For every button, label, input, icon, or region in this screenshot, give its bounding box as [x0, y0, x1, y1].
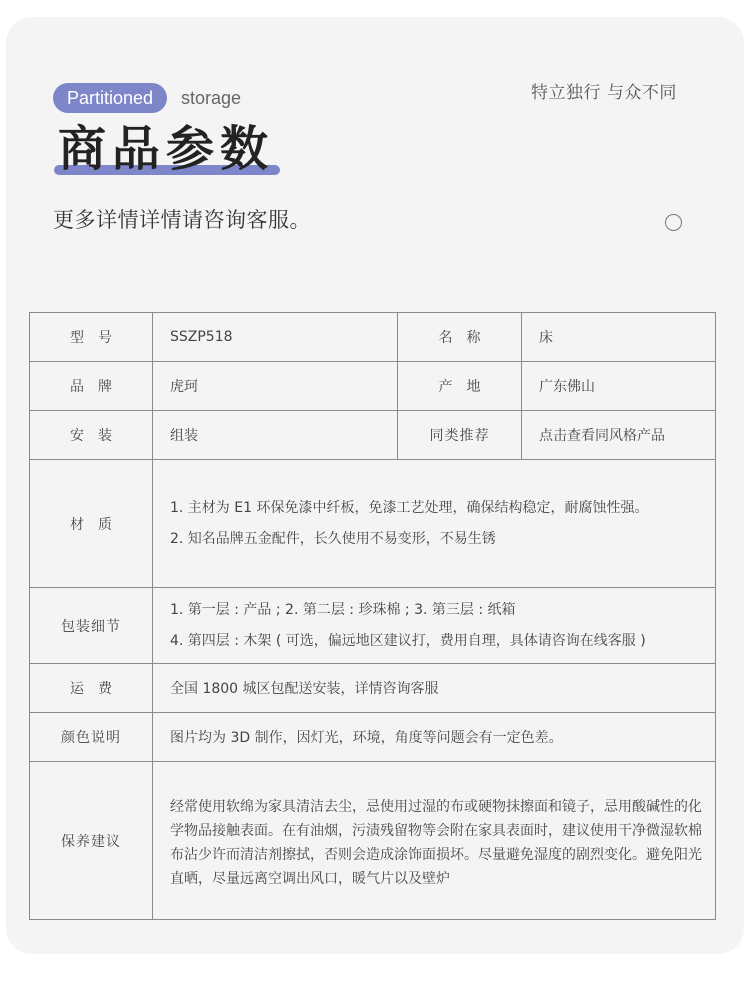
table-row — [30, 713, 716, 762]
packing-line-1: 1. 第一层 : 产品 ; 2. 第二层 : 珍珠棉 ; 3. 第三层 : 纸箱 — [170, 601, 516, 618]
circle-icon — [665, 214, 682, 231]
slogan: 特立独行 与众不同 — [531, 83, 677, 103]
install-value: 组装 — [153, 411, 398, 460]
packing-label: 包装细节 — [30, 588, 153, 664]
subtitle-english: storage — [181, 88, 242, 108]
table-row — [30, 460, 716, 588]
care-value: 经常使用软绵为家具清洁去尘，忌使用过湿的布或硬物抹擦面和镜子，忌用酸碱性的化学物品接触表面。在有油烟，污渍残留物等会附在家具表面时，建议使用干净微湿软棉布沾少许而清洁剂擦拭，否则会造成涂饰面损坏。尽量避免湿度的剧烈变化。避免阳光直晒，尽量远离空调出风口，暖气片以及壁炉 — [153, 762, 716, 920]
shipping-label: 运费 — [30, 664, 153, 713]
similar-products-link[interactable]: 点击查看同风格产品 — [522, 411, 716, 460]
brand-label: 品牌 — [30, 362, 153, 411]
name-label: 名称 — [398, 313, 522, 362]
consult-text: 更多详情详情请咨询客服。 — [53, 208, 311, 232]
color-value: 图片均为 3D 制作，因灯光，环境，角度等问题会有一定色差。 — [153, 713, 716, 762]
care-label: 保养建议 — [30, 762, 153, 920]
material-label: 材质 — [30, 460, 153, 588]
params-table — [29, 312, 716, 920]
packing-line-2: 4. 第四层 : 木架 ( 可选，偏远地区建议打，费用自理，具体请咨询在线客服 ) — [170, 632, 646, 649]
category-badge: Partitioned — [53, 83, 167, 113]
table-row — [30, 411, 716, 460]
page-title: 商品参数 — [58, 121, 275, 177]
material-line-2: 2. 知名品牌五金配件，长久使用不易变形，不易生锈 — [170, 530, 496, 547]
color-label: 颜色说明 — [30, 713, 153, 762]
table-row — [30, 313, 716, 362]
model-value: SSZP518 — [153, 313, 398, 362]
name-value: 床 — [522, 313, 716, 362]
origin-value: 广东佛山 — [522, 362, 716, 411]
shipping-value: 全国 1800 城区包配送安装，详情咨询客服 — [153, 664, 716, 713]
origin-label: 产地 — [398, 362, 522, 411]
material-value — [153, 460, 716, 588]
material-line-1: 1. 主材为 E1 环保免漆中纤板，免漆工艺处理，确保结构稳定，耐腐蚀性强。 — [170, 499, 649, 516]
packing-value — [153, 588, 716, 664]
table-row — [30, 588, 716, 664]
table-row — [30, 362, 716, 411]
table-row — [30, 762, 716, 920]
install-label: 安装 — [30, 411, 153, 460]
table-row — [30, 664, 716, 713]
page-title-block — [54, 120, 280, 180]
model-label: 型号 — [30, 313, 153, 362]
similar-label: 同类推荐 — [398, 411, 522, 460]
brand-value: 虎珂 — [153, 362, 398, 411]
